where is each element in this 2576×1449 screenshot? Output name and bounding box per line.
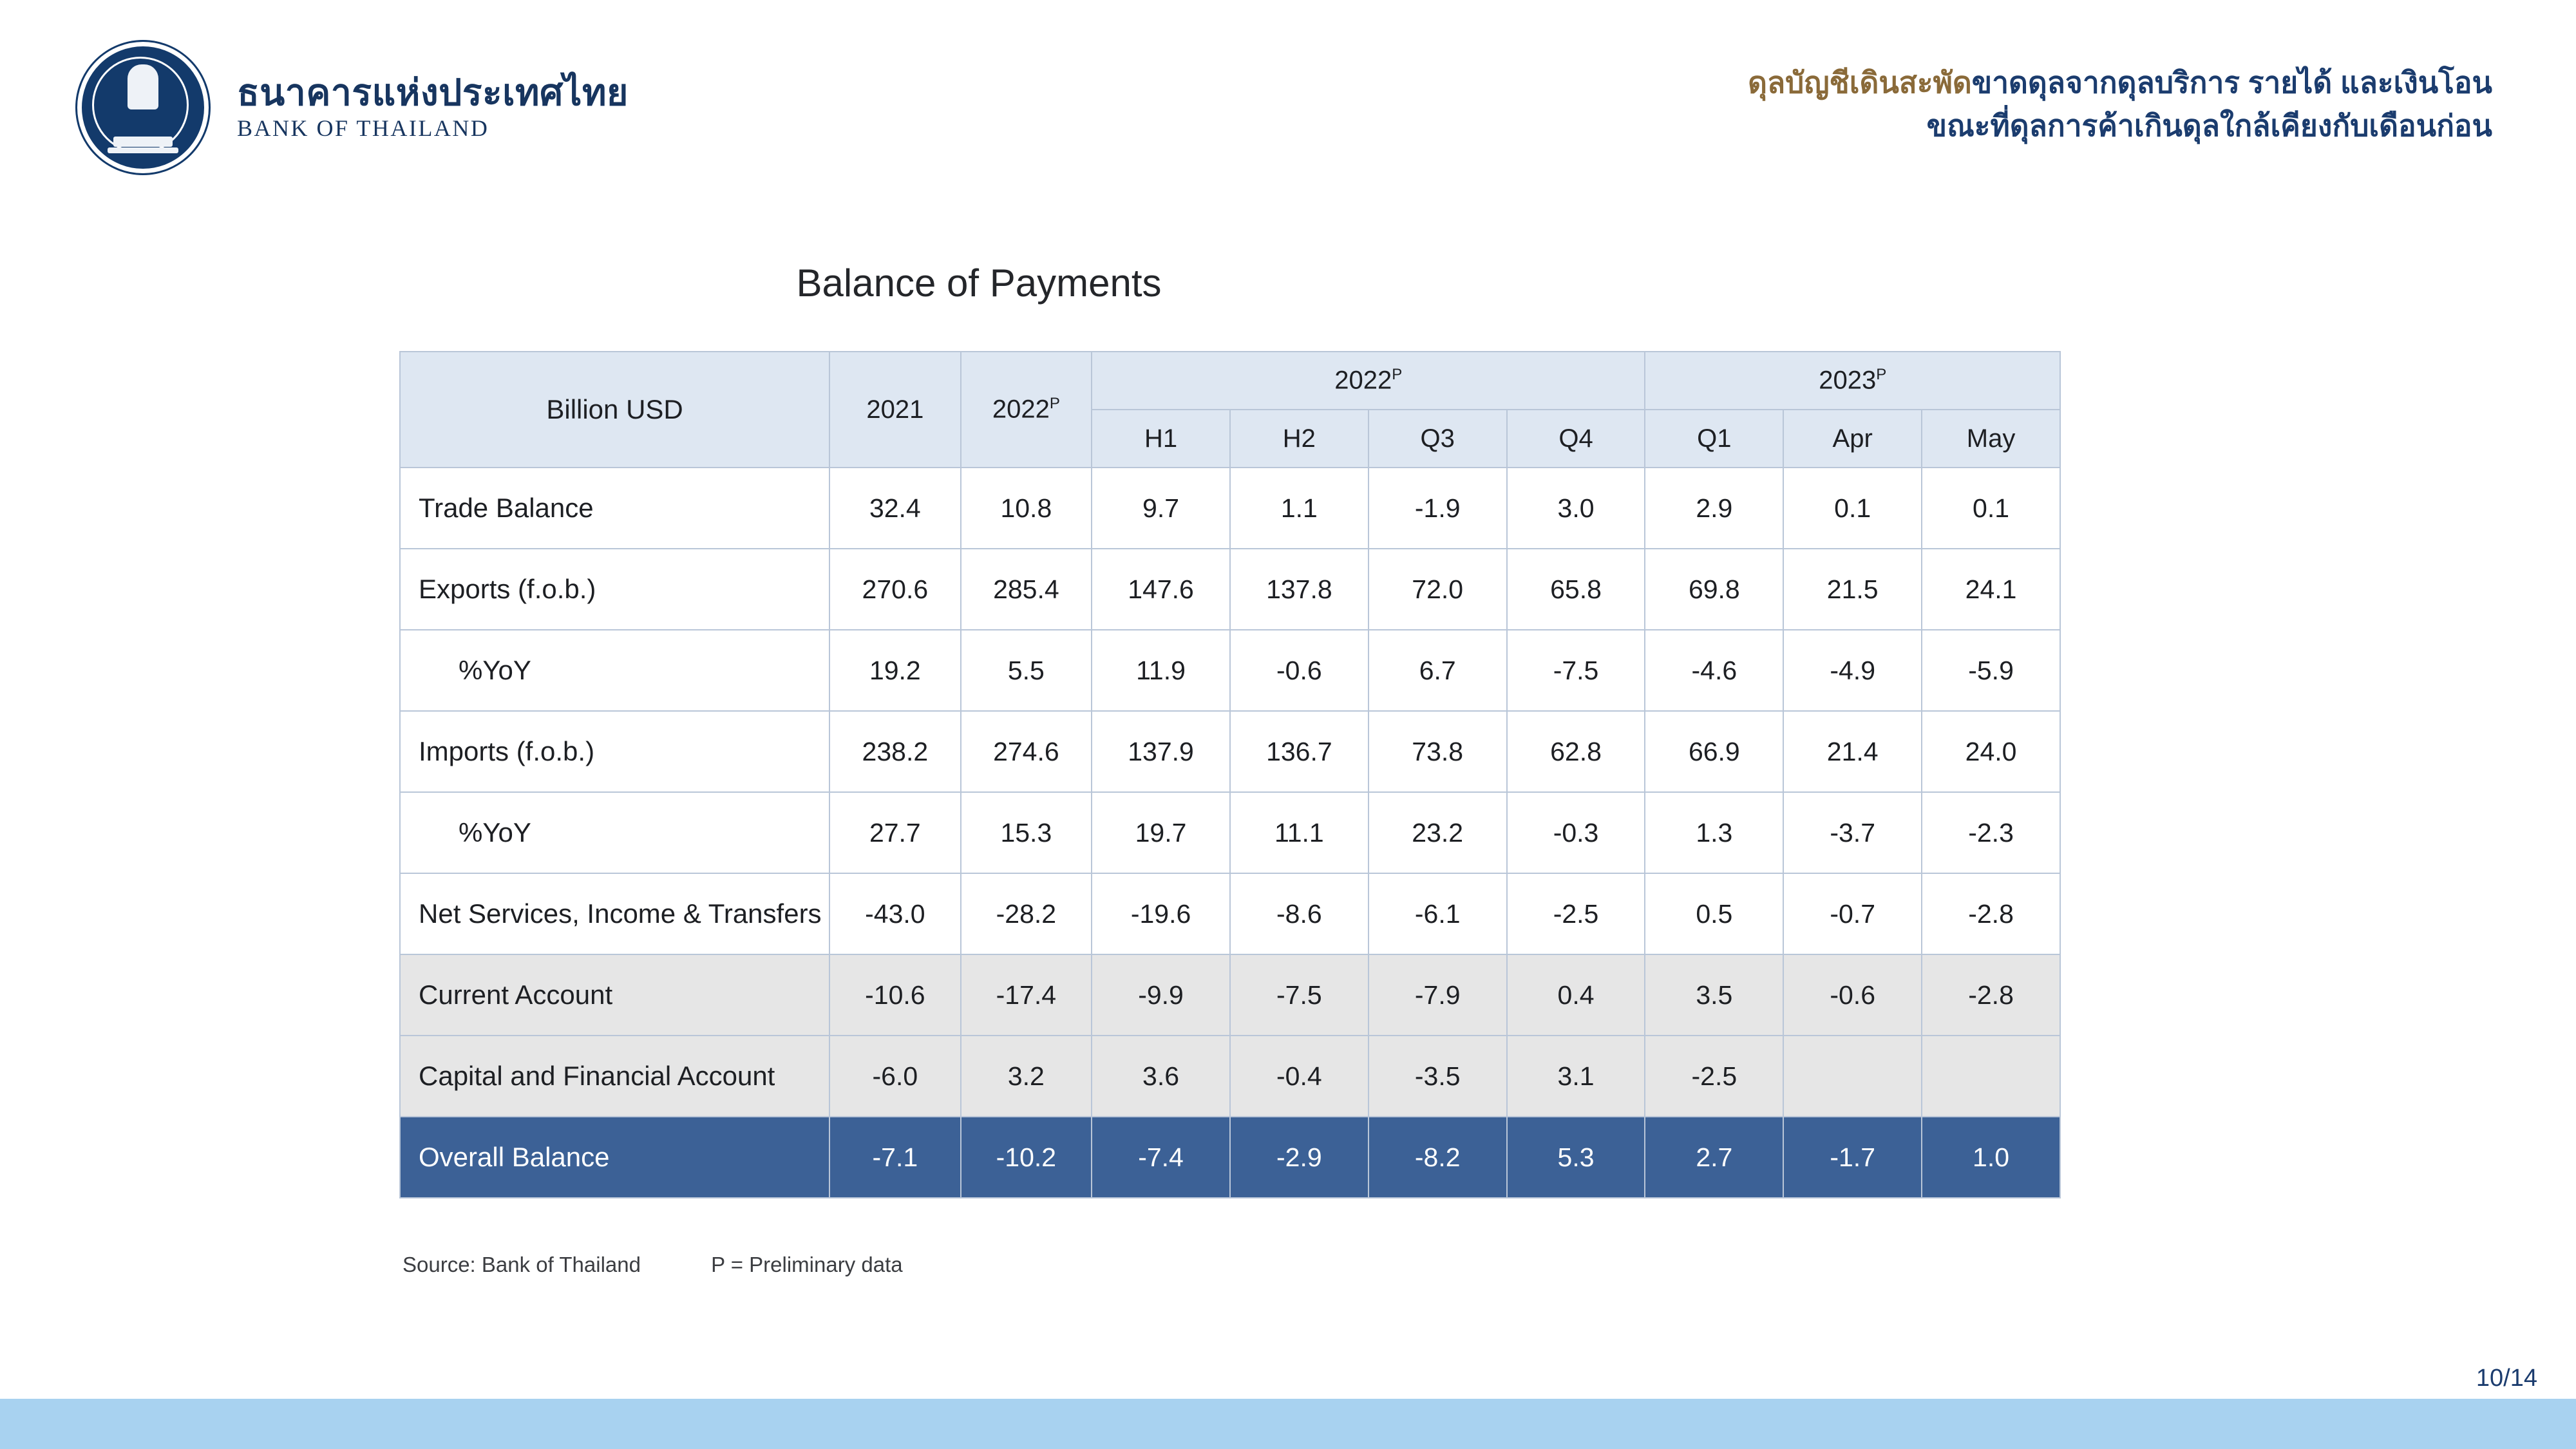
cell: -3.5 <box>1368 1036 1507 1117</box>
seal-base-shape <box>113 137 173 147</box>
row-label: Overall Balance <box>400 1117 829 1198</box>
cell: -7.4 <box>1092 1117 1230 1198</box>
cell: 137.8 <box>1230 549 1368 630</box>
headline-block <box>1748 61 2492 147</box>
cell: -2.8 <box>1922 954 2060 1036</box>
slide-header <box>0 0 2576 238</box>
row-label: Capital and Financial Account <box>400 1036 829 1117</box>
table-row <box>400 873 2060 954</box>
cell-not-available <box>1783 1036 1922 1117</box>
cell: 27.7 <box>829 792 961 873</box>
cell: 3.6 <box>1092 1036 1230 1117</box>
headline-line-1 <box>1748 61 2492 104</box>
header-col-q3: Q3 <box>1368 410 1507 468</box>
headline-rest-text: ขาดดุลจากดุลบริการ รายได้ และเงินโอน <box>1971 66 2492 99</box>
table-row <box>400 792 2060 873</box>
row-label: Net Services, Income & Transfers <box>400 873 829 954</box>
header-col-h1: H1 <box>1092 410 1230 468</box>
cell: 270.6 <box>829 549 961 630</box>
balance-of-payments-table-wrap <box>399 351 2061 1198</box>
header-col-2022: $2022^P$ <box>961 352 1092 468</box>
row-label: Trade Balance <box>400 468 829 549</box>
cell: 32.4 <box>829 468 961 549</box>
cell: -2.8 <box>1922 873 2060 954</box>
cell: -10.2 <box>961 1117 1092 1198</box>
cell: -4.6 <box>1645 630 1783 711</box>
cell: 73.8 <box>1368 711 1507 792</box>
row-label: %YoY <box>400 792 829 873</box>
cell: -7.9 <box>1368 954 1507 1036</box>
cell: -6.0 <box>829 1036 961 1117</box>
cell: 3.5 <box>1645 954 1783 1036</box>
source-note <box>402 1253 903 1277</box>
cell: -3.7 <box>1783 792 1922 873</box>
table-row <box>400 549 2060 630</box>
cell: -6.1 <box>1368 873 1507 954</box>
preliminary-note: P = Preliminary data <box>711 1253 903 1276</box>
cell: -1.9 <box>1368 468 1507 549</box>
headline-line-2: ขณะที่ดุลการค้าเกินดุลใกล้เคียงกับเดือนก่อน <box>1926 108 2492 142</box>
cell: 0.1 <box>1922 468 2060 549</box>
cell: -28.2 <box>961 873 1092 954</box>
seal-base-shape-2 <box>108 147 178 153</box>
cell: -2.3 <box>1922 792 2060 873</box>
cell: -17.4 <box>961 954 1092 1036</box>
cell: 238.2 <box>829 711 961 792</box>
header-col-apr: Apr <box>1783 410 1922 468</box>
cell: 21.5 <box>1783 549 1922 630</box>
cell: 3.0 <box>1507 468 1645 549</box>
cell: 0.5 <box>1645 873 1783 954</box>
logo-thai-name: ธนาคารแห่งประเทศไทย <box>237 72 629 114</box>
bank-seal-icon <box>77 42 209 173</box>
cell: 1.0 <box>1922 1117 2060 1198</box>
table-row <box>400 711 2060 792</box>
cell: 69.8 <box>1645 549 1783 630</box>
cell: -19.6 <box>1092 873 1230 954</box>
cell: 137.9 <box>1092 711 1230 792</box>
row-label: Exports (f.o.b.) <box>400 549 829 630</box>
cell: 3.1 <box>1507 1036 1645 1117</box>
cell: 21.4 <box>1783 711 1922 792</box>
cell: 65.8 <box>1507 549 1645 630</box>
page-number: 10/14 <box>2476 1365 2537 1392</box>
cell: -2.9 <box>1230 1117 1368 1198</box>
table-row <box>400 1036 2060 1117</box>
cell: 285.4 <box>961 549 1092 630</box>
header-col-q1: Q1 <box>1645 410 1783 468</box>
cell: 11.9 <box>1092 630 1230 711</box>
table-header <box>400 352 2060 468</box>
cell: -4.9 <box>1783 630 1922 711</box>
table-header-row-1 <box>400 352 2060 410</box>
cell: 9.7 <box>1092 468 1230 549</box>
header-unit-label: Billion USD <box>400 352 829 468</box>
cell: -43.0 <box>829 873 961 954</box>
cell: 147.6 <box>1092 549 1230 630</box>
logo-english-name: BANK OF THAILAND <box>237 115 489 142</box>
bank-of-thailand-logo <box>77 42 629 173</box>
cell: 62.8 <box>1507 711 1645 792</box>
cell: 6.7 <box>1368 630 1507 711</box>
cell: -7.1 <box>829 1117 961 1198</box>
cell: -1.7 <box>1783 1117 1922 1198</box>
cell: 24.1 <box>1922 549 2060 630</box>
header-group-2022: $2022^P$ <box>1092 352 1645 410</box>
cell: -8.2 <box>1368 1117 1507 1198</box>
table-row <box>400 954 2060 1036</box>
header-col-q4: Q4 <box>1507 410 1645 468</box>
cell: -10.6 <box>829 954 961 1036</box>
page-title-text: Balance of Payments <box>796 261 1162 305</box>
cell: 19.7 <box>1092 792 1230 873</box>
superscript-p: P <box>1876 366 1887 384</box>
seal-figure-shape <box>128 64 158 109</box>
cell: 274.6 <box>961 711 1092 792</box>
cell: 2.7 <box>1645 1117 1783 1198</box>
cell: -0.6 <box>1230 630 1368 711</box>
cell: -5.9 <box>1922 630 2060 711</box>
table-row <box>400 468 2060 549</box>
table-row <box>400 630 2060 711</box>
cell: 72.0 <box>1368 549 1507 630</box>
cell: -9.9 <box>1092 954 1230 1036</box>
cell: 5.5 <box>961 630 1092 711</box>
table-body <box>400 468 2060 1198</box>
cell: 5.3 <box>1507 1117 1645 1198</box>
cell: 1.3 <box>1645 792 1783 873</box>
cell: -2.5 <box>1507 873 1645 954</box>
cell: -8.6 <box>1230 873 1368 954</box>
cell: 1.1 <box>1230 468 1368 549</box>
row-label: Current Account <box>400 954 829 1036</box>
cell: -7.5 <box>1230 954 1368 1036</box>
page-title <box>0 261 2576 305</box>
superscript-p: P <box>1049 395 1060 413</box>
cell: 10.8 <box>961 468 1092 549</box>
cell: 0.1 <box>1783 468 1922 549</box>
cell: -0.4 <box>1230 1036 1368 1117</box>
header-col-may: May <box>1922 410 2060 468</box>
cell: -2.5 <box>1645 1036 1783 1117</box>
cell-not-available <box>1922 1036 2060 1117</box>
cell: -0.6 <box>1783 954 1922 1036</box>
cell: 24.0 <box>1922 711 2060 792</box>
cell: 23.2 <box>1368 792 1507 873</box>
row-label: %YoY <box>400 630 829 711</box>
table-row-total <box>400 1117 2060 1198</box>
cell: 11.1 <box>1230 792 1368 873</box>
cell: 15.3 <box>961 792 1092 873</box>
cell: 19.2 <box>829 630 961 711</box>
cell: 66.9 <box>1645 711 1783 792</box>
headline-accent-text: ดุลบัญชีเดินสะพัด <box>1748 66 1972 99</box>
cell: -0.7 <box>1783 873 1922 954</box>
row-label: Imports (f.o.b.) <box>400 711 829 792</box>
cell: -7.5 <box>1507 630 1645 711</box>
header-col-h2: H2 <box>1230 410 1368 468</box>
superscript-p: P <box>1392 366 1403 384</box>
footer-bar <box>0 1399 2576 1449</box>
source-text: Source: Bank of Thailand <box>402 1253 641 1276</box>
header-group-2023: $2023^P$ <box>1645 352 2060 410</box>
cell: 136.7 <box>1230 711 1368 792</box>
balance-of-payments-table <box>399 351 2061 1198</box>
header-col-2021: 2021 <box>829 352 961 468</box>
cell: -0.3 <box>1507 792 1645 873</box>
logo-text-block <box>237 74 629 141</box>
cell: 2.9 <box>1645 468 1783 549</box>
cell: 0.4 <box>1507 954 1645 1036</box>
cell: 3.2 <box>961 1036 1092 1117</box>
